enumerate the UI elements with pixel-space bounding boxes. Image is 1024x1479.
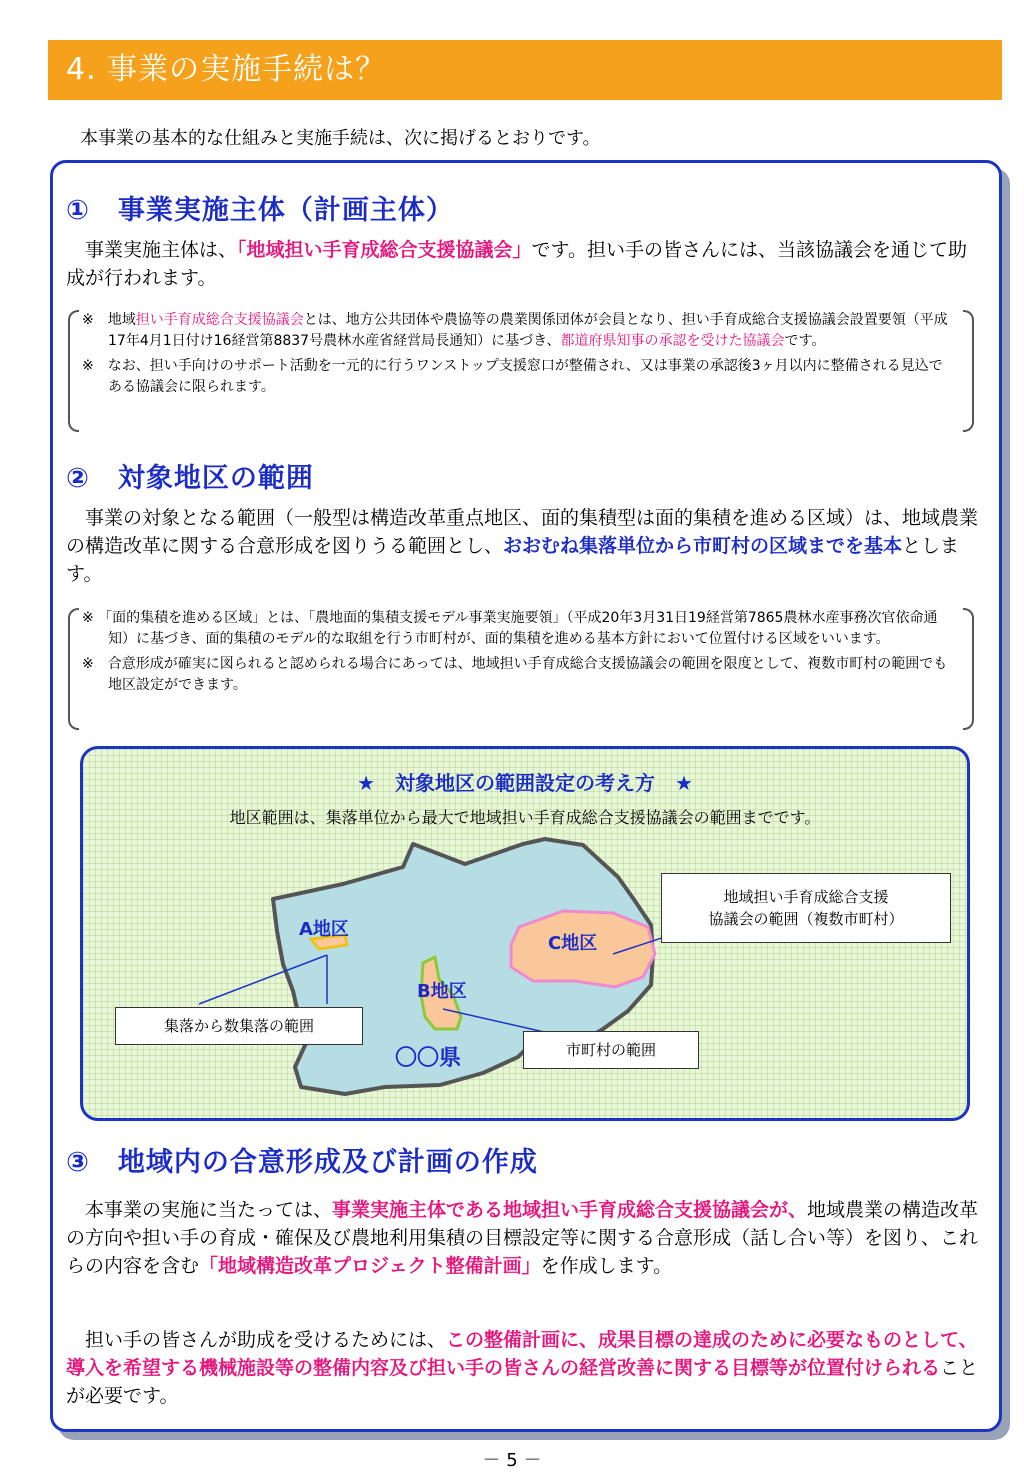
section2-heading: ② 対象地区の範囲 xyxy=(66,463,314,494)
highlight-text: 「地域構造改革プロジェクト整備計画」 xyxy=(199,1255,541,1277)
callout-city: 市町村の範囲 xyxy=(523,1031,699,1069)
note-item: ※ なお、担い手向けのサポート活動を一元的に行うワンストップ支援窓口が整備され、又は事業の承認後3ヶ月以内に整備される見込である協議会に限られます。 xyxy=(82,358,943,395)
section1-notes xyxy=(68,310,974,432)
text-run: 事業の対象となる範囲（一般型は構造改革重点地区、面的集積型は面的集積を進める区域）は、地域農業の構造改革に関する合意形成を図りうる範囲とし、 xyxy=(66,507,979,557)
highlight-text: 事業実施主体である地域担い手育成総合支援協議会が、 xyxy=(332,1199,808,1221)
section2-notes xyxy=(68,608,974,730)
text-run: とは、地方公共団体や農協等の農業関係団体が会員となり、担い手育成総合支援協議会設置要領（平成17年4月1日付け16経営第8837号農林水産省経営局長通知）に基づき、 xyxy=(108,312,948,349)
callout-council xyxy=(661,873,951,943)
highlight-text: この整備計画に、成果目標の達成のために必要なものとして、導入を希望する機械施設等の整備内容及び担い手の皆さんの経営改善に関する目標等が位置付けられる xyxy=(66,1329,978,1379)
intro-text: 本事業の基本的な仕組みと実施手続は、次に掲げるとおりです。 xyxy=(80,128,601,149)
callout-line: 地域担い手育成総合支援 xyxy=(723,888,889,906)
page-number: － 5 － xyxy=(482,1450,542,1471)
text-run: を作成します。 xyxy=(540,1255,673,1277)
highlight-council: 「地域担い手育成総合支援協議会」 xyxy=(237,239,532,261)
text-run: 担い手の皆さんが助成を受けるためには、 xyxy=(85,1329,447,1351)
panel-title: ★ 対象地区の範囲設定の考え方 ★ xyxy=(357,771,693,795)
label-district-b: B地区 xyxy=(417,981,467,1002)
section1-paragraph xyxy=(66,236,984,292)
text-run: 事業実施主体は、 xyxy=(85,239,238,261)
label-district-c: C地区 xyxy=(548,933,598,954)
text-run: 担い手育成総合支援協議会 xyxy=(135,312,304,328)
callout-village: 集落から数集落の範囲 xyxy=(115,1007,363,1045)
text-run: とします。 xyxy=(66,535,960,585)
text-run: ※ 地域 xyxy=(82,312,136,328)
text-run: 本事業の実施に当たっては、 xyxy=(85,1199,333,1221)
section3-paragraph-2 xyxy=(66,1326,984,1410)
text-run: です。 xyxy=(784,333,826,349)
section3-paragraph-1 xyxy=(66,1196,984,1280)
text-run: ことが必要です。 xyxy=(66,1357,979,1407)
text-run: 地域農業の構造改革の方向や担い手の育成・確保及び農地利用集積の目標設定等に関する合意形成（話し合い等）を図り、これらの内容を含む xyxy=(66,1199,979,1277)
text-run: です。担い手の皆さんには、当該協議会を通じて助成が行われます。 xyxy=(66,239,968,289)
section1-heading: ① 事業実施主体（計画主体） xyxy=(66,195,454,226)
header-title: 4. 事業の実施手続は？ xyxy=(66,52,387,87)
label-district-a: A地区 xyxy=(299,919,349,940)
note-item: ※ 「面的集積を進める区域」とは、「農地面的集積支援モデル事業実施要領」（平成20年3月31日19経営第7865農林水産事務次官依命通知）に基づき、面的集積のモデル的な取組を行う市町村が、面的集積を進める基本方針において位置付ける区域をいいます。 xyxy=(82,610,938,647)
callout-line: 協議会の範囲（複数市町村） xyxy=(708,910,904,928)
section3-heading: ③ 地域内の合意形成及び計画の作成 xyxy=(66,1147,538,1178)
label-prefecture: 〇〇県 xyxy=(395,1046,462,1071)
panel-subtitle: 地区範囲は、集落単位から最大で地域担い手育成総合支援協議会の範囲までです。 xyxy=(229,808,821,827)
section-header xyxy=(48,40,1002,100)
district-panel xyxy=(80,746,970,1121)
text-run: 都道府県知事の承認を受けた協議会 xyxy=(560,333,785,349)
note-item: ※ 合意形成が確実に図られると認められる場合にあっては、地域担い手育成総合支援協議会の範囲を限度として、複数市町村の範囲でも地区設定ができます。 xyxy=(82,656,948,693)
highlight-range: おおむね集落単位から市町村の区域までを基本 xyxy=(503,535,903,557)
note-item xyxy=(82,310,956,352)
section2-paragraph xyxy=(66,504,984,588)
